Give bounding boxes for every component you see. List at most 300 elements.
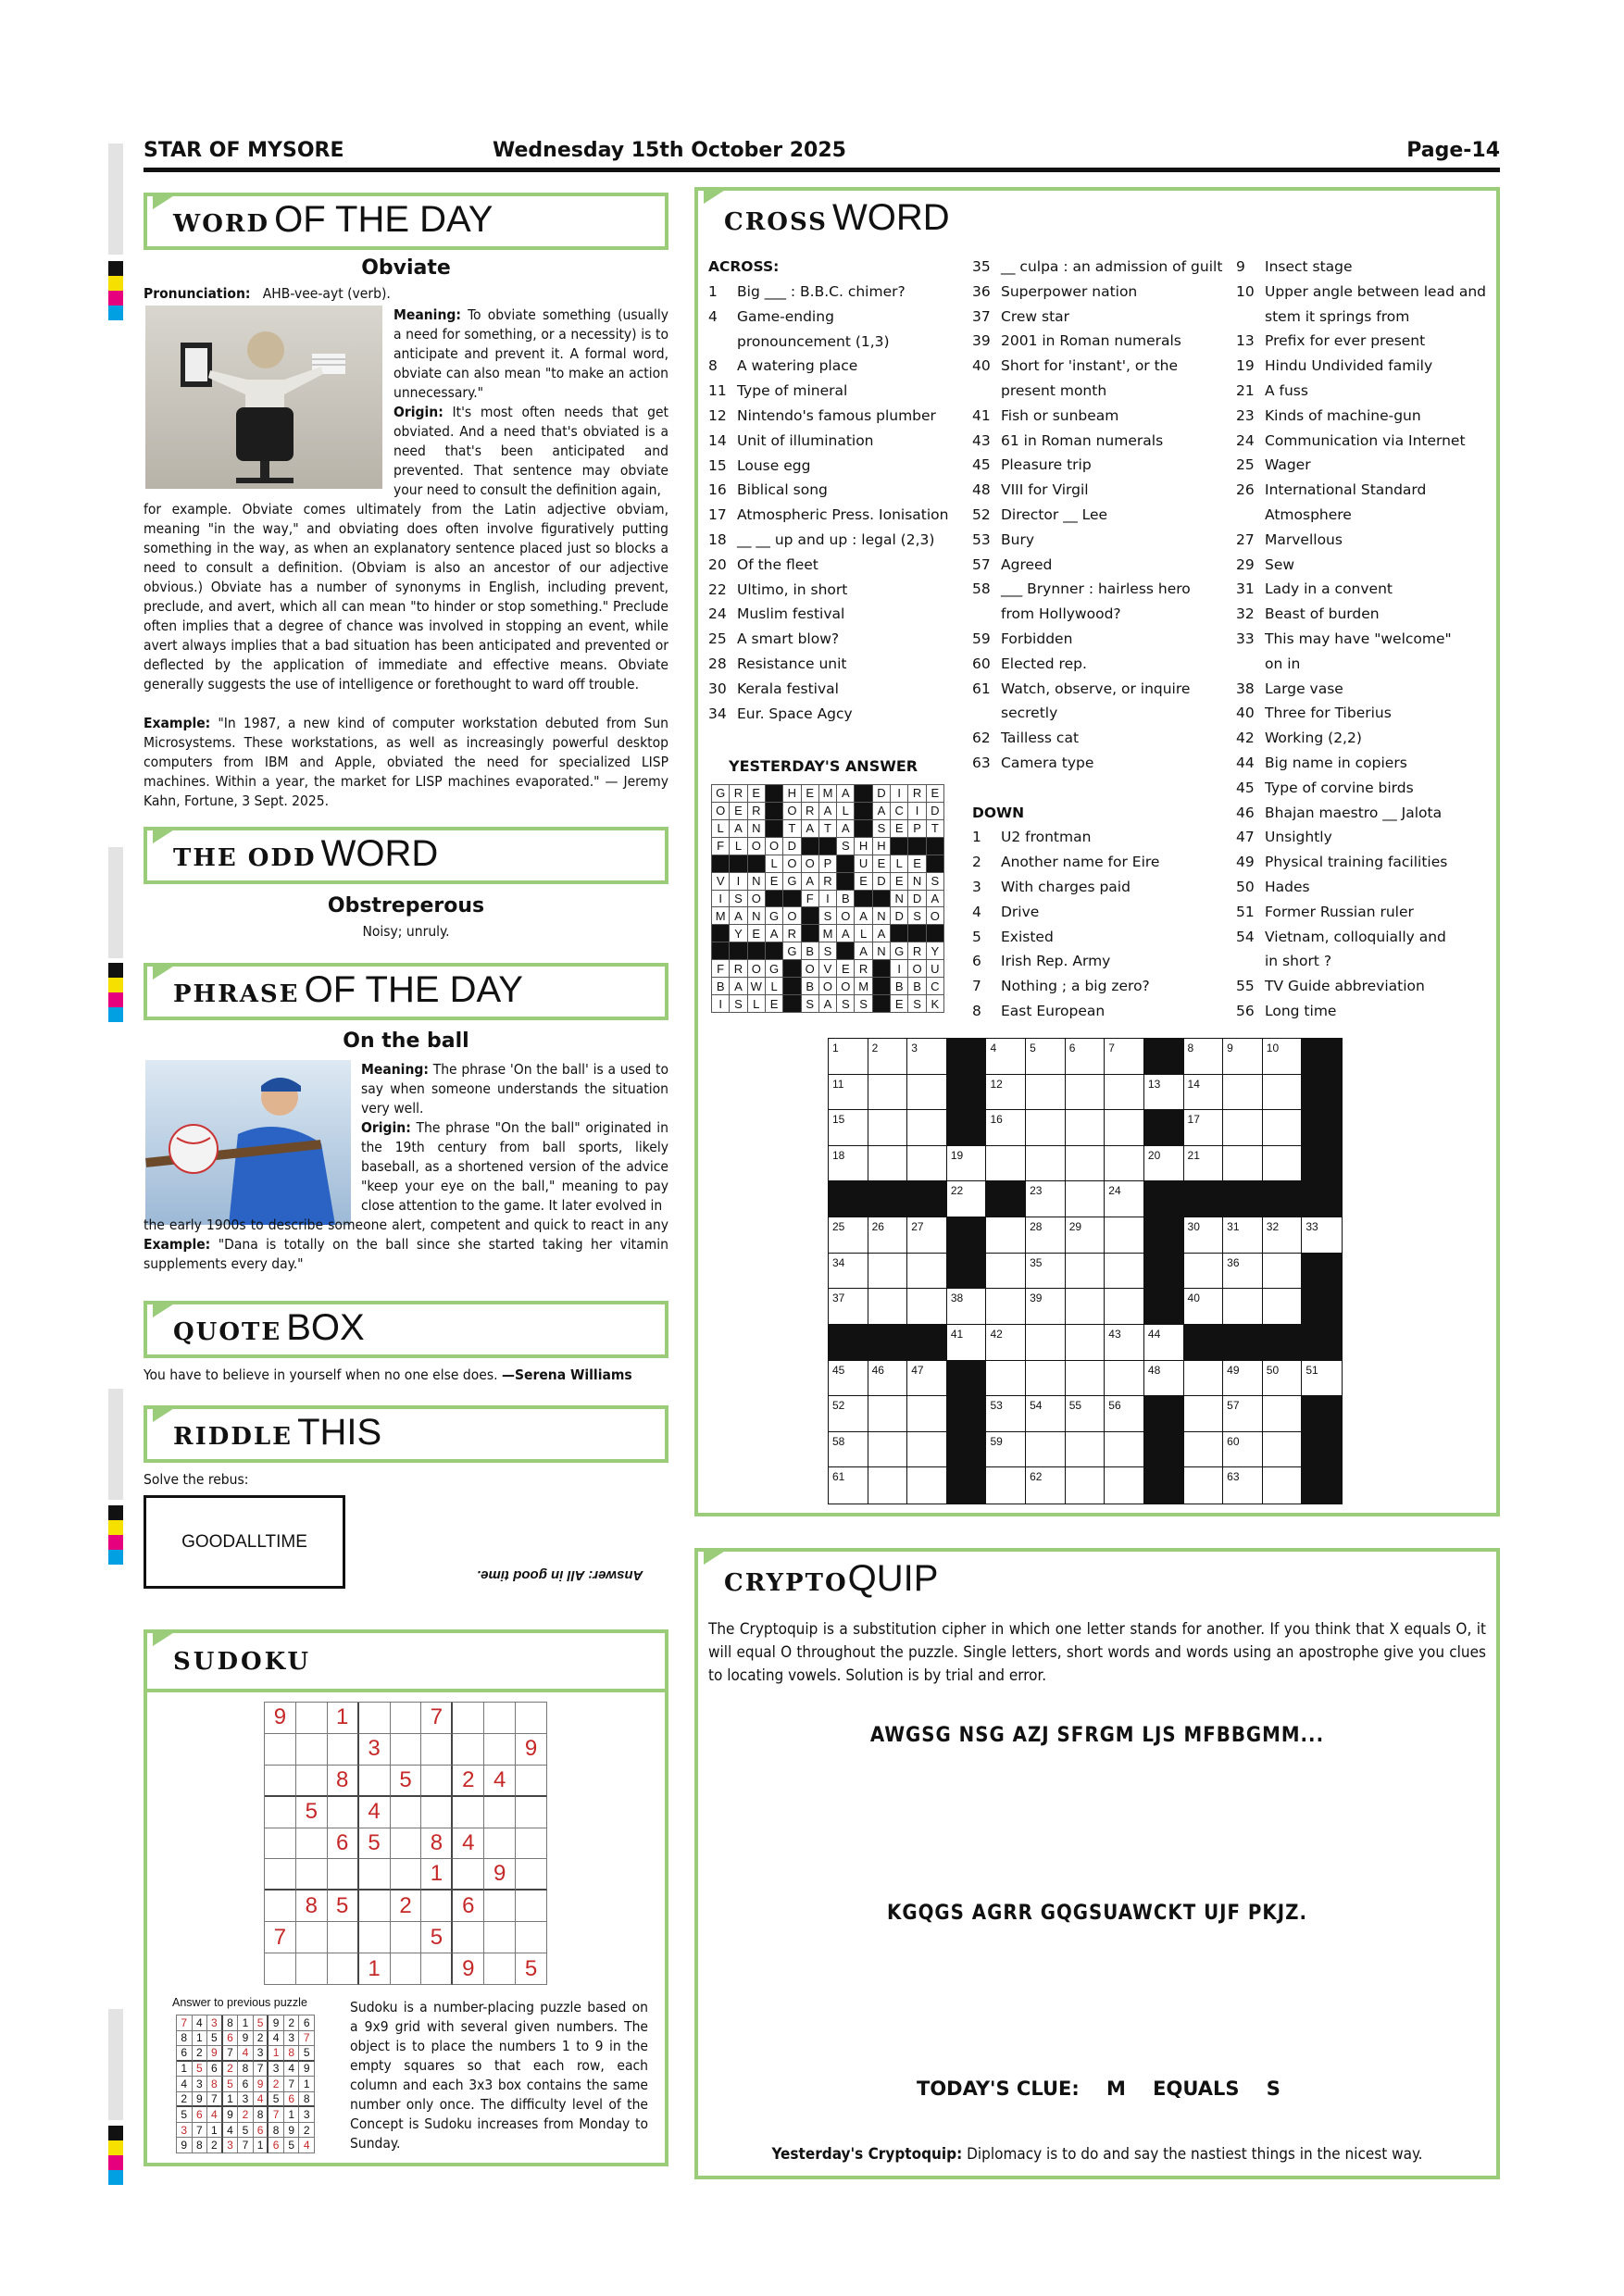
crossword-cell[interactable] bbox=[986, 1325, 1026, 1361]
crossword-cell[interactable] bbox=[1184, 1146, 1224, 1182]
sudoku-cell[interactable]: 1 bbox=[421, 1859, 453, 1890]
yesterday-cell: V bbox=[819, 960, 837, 978]
sudoku-cell[interactable]: 5 bbox=[516, 1953, 547, 1985]
clue-item: 37 Crew star bbox=[972, 307, 1070, 325]
sudoku-cell[interactable] bbox=[296, 1828, 328, 1860]
sudoku-answer-cell: 3 bbox=[269, 2062, 284, 2078]
clue-item: 18 __ __ up and up : legal (2,3) bbox=[708, 530, 935, 548]
sudoku-cell[interactable] bbox=[421, 1766, 453, 1797]
sudoku-cell[interactable]: 8 bbox=[421, 1828, 453, 1860]
crossword-cell[interactable] bbox=[1223, 1075, 1263, 1111]
crossword-cell[interactable] bbox=[1184, 1396, 1224, 1432]
sudoku-cell[interactable] bbox=[391, 1859, 422, 1890]
sudoku-cell[interactable] bbox=[391, 1797, 422, 1828]
crossword-cell[interactable] bbox=[1026, 1110, 1066, 1146]
sudoku-cell[interactable] bbox=[391, 1734, 422, 1766]
crossword-cell[interactable] bbox=[1105, 1325, 1144, 1361]
sudoku-cell[interactable]: 2 bbox=[453, 1766, 484, 1797]
sudoku-cell[interactable] bbox=[328, 1953, 359, 1985]
crossword-cell[interactable] bbox=[986, 1254, 1026, 1290]
yesterday-cell: T bbox=[927, 820, 944, 838]
sudoku-cell[interactable] bbox=[453, 1859, 484, 1890]
sudoku-answer-cell: 8 bbox=[223, 2015, 239, 2031]
sudoku-cell[interactable]: 9 bbox=[265, 1703, 296, 1734]
yesterday-cell: M bbox=[712, 907, 730, 925]
sudoku-cell[interactable] bbox=[296, 1703, 328, 1734]
yesterday-cell: B bbox=[802, 978, 819, 995]
crossword-cell[interactable] bbox=[947, 1289, 987, 1325]
sudoku-cell[interactable] bbox=[296, 1859, 328, 1890]
clue-item: 50 Hades bbox=[1236, 878, 1310, 895]
yesterday-cell bbox=[855, 891, 872, 908]
word-of-day-heading bbox=[144, 193, 668, 250]
crossword-cell[interactable] bbox=[829, 1110, 868, 1146]
sudoku-cell[interactable] bbox=[265, 1797, 296, 1828]
issue-date: Wednesday 15th October 2025 bbox=[493, 139, 846, 162]
clue-column-3 bbox=[1236, 255, 1486, 1024]
sudoku-cell[interactable] bbox=[359, 1703, 391, 1734]
crossword-cell[interactable] bbox=[1184, 1289, 1224, 1325]
sudoku-cell[interactable] bbox=[484, 1890, 516, 1922]
sudoku-cell[interactable] bbox=[484, 1828, 516, 1860]
sudoku-cell[interactable]: 6 bbox=[328, 1828, 359, 1860]
crossword-cell bbox=[1302, 1075, 1342, 1111]
crossword-cell[interactable] bbox=[1223, 1110, 1263, 1146]
yesterday-cell: H bbox=[873, 838, 891, 855]
crossword-cell[interactable] bbox=[1223, 1039, 1263, 1075]
crossword-cell[interactable] bbox=[1026, 1467, 1066, 1504]
crossword-cell[interactable] bbox=[829, 1075, 868, 1111]
sudoku-cell[interactable] bbox=[421, 1953, 453, 1985]
clue-item: 23 Kinds of machine-gun bbox=[1236, 406, 1421, 424]
page-number: Page-14 bbox=[1406, 139, 1500, 162]
crossword-cell[interactable] bbox=[1066, 1075, 1106, 1111]
sudoku-cell[interactable]: 9 bbox=[484, 1859, 516, 1890]
crossword-cell[interactable] bbox=[1223, 1289, 1263, 1325]
yesterday-cell: E bbox=[891, 873, 908, 891]
crossword-cell[interactable] bbox=[1105, 1146, 1144, 1182]
crossword-cell[interactable] bbox=[1026, 1254, 1066, 1290]
yesterday-cell: A bbox=[837, 785, 855, 803]
clue-item: 4 Game-ending bbox=[708, 307, 834, 325]
crossword-cell[interactable] bbox=[1026, 1432, 1066, 1468]
word-of-day-pronunciation: Pronunciation: AHB-vee-ayt (verb). bbox=[144, 285, 391, 302]
yesterday-cell: O bbox=[783, 907, 801, 925]
crossword-cell[interactable] bbox=[1263, 1396, 1303, 1432]
crossword-cell[interactable] bbox=[829, 1039, 868, 1075]
crossword-cell[interactable] bbox=[1144, 1361, 1184, 1397]
clue-column-2 bbox=[972, 255, 1222, 1024]
sudoku-cell[interactable] bbox=[453, 1922, 484, 1953]
crossword-cell[interactable] bbox=[1263, 1361, 1303, 1397]
crossword-cell[interactable] bbox=[1263, 1075, 1303, 1111]
crossword-cell[interactable] bbox=[1066, 1432, 1106, 1468]
crossword-cell[interactable] bbox=[1184, 1254, 1224, 1290]
yesterday-cell: S bbox=[927, 873, 944, 891]
sudoku-grid[interactable] bbox=[264, 1702, 547, 1985]
crossword-cell[interactable] bbox=[1105, 1039, 1144, 1075]
crossword-cell[interactable] bbox=[868, 1289, 908, 1325]
sudoku-cell[interactable]: 3 bbox=[359, 1734, 391, 1766]
crossword-cell[interactable] bbox=[1144, 1075, 1184, 1111]
sudoku-cell[interactable] bbox=[328, 1922, 359, 1953]
sudoku-cell[interactable]: 8 bbox=[328, 1766, 359, 1797]
crossword-cell[interactable] bbox=[1026, 1217, 1066, 1254]
crossword-cell[interactable] bbox=[868, 1361, 908, 1397]
sudoku-description: Sudoku is a number-placing puzzle based on a 9x9 grid with several given numbers. The object is to place the numbers 1 to 9 in the empty squares so that each row, each column and each 3x3 box contains the same number only once. The difficulty level of the Concept is Sudoku increases from Monday to Sunday. bbox=[350, 1999, 648, 2152]
clue-number: 4 bbox=[990, 1042, 997, 1054]
yesterday-cell: O bbox=[819, 978, 837, 995]
sudoku-cell[interactable]: 5 bbox=[359, 1828, 391, 1860]
sudoku-cell[interactable] bbox=[484, 1953, 516, 1985]
sudoku-cell[interactable] bbox=[359, 1859, 391, 1890]
sudoku-cell[interactable] bbox=[391, 1953, 422, 1985]
sudoku-cell[interactable] bbox=[421, 1797, 453, 1828]
riddle-prompt: Solve the rebus: bbox=[144, 1471, 249, 1488]
sudoku-cell[interactable] bbox=[516, 1828, 547, 1860]
registration-strip bbox=[108, 2009, 123, 2120]
yesterday-cell: O bbox=[748, 960, 766, 978]
crossword-cell[interactable] bbox=[986, 1146, 1026, 1182]
sudoku-answer-cell: 3 bbox=[207, 2015, 223, 2031]
crossword-cell[interactable] bbox=[986, 1110, 1026, 1146]
yesterday-cell: S bbox=[908, 907, 926, 925]
sudoku-cell[interactable] bbox=[516, 1797, 547, 1828]
yesterday-cell: T bbox=[783, 820, 801, 838]
yesterday-cell: S bbox=[837, 838, 855, 855]
crossword-cell[interactable] bbox=[986, 1075, 1026, 1111]
crossword-cell[interactable] bbox=[907, 1289, 947, 1325]
sudoku-cell[interactable] bbox=[421, 1734, 453, 1766]
clue-number: 41 bbox=[950, 1327, 964, 1341]
crossword-cell[interactable] bbox=[1263, 1146, 1303, 1182]
crossword-cell[interactable] bbox=[1263, 1217, 1303, 1254]
yesterday-cell: R bbox=[748, 803, 766, 820]
crossword-cell bbox=[829, 1325, 868, 1361]
yesterday-cell: S bbox=[802, 995, 819, 1013]
crossword-cell[interactable] bbox=[1105, 1217, 1144, 1254]
sudoku-cell[interactable] bbox=[265, 1859, 296, 1890]
yesterday-cell: O bbox=[908, 960, 926, 978]
clue-number: 56 bbox=[1108, 1399, 1121, 1413]
crossword-cell[interactable] bbox=[1263, 1254, 1303, 1290]
crossword-cell[interactable] bbox=[907, 1361, 947, 1397]
yesterday-cell bbox=[766, 785, 783, 803]
sudoku-cell[interactable] bbox=[359, 1922, 391, 1953]
crossword-cell[interactable] bbox=[1144, 1146, 1184, 1182]
clue-number: 9 bbox=[1227, 1042, 1233, 1054]
sudoku-cell[interactable] bbox=[391, 1703, 422, 1734]
sudoku-cell[interactable] bbox=[328, 1734, 359, 1766]
sudoku-cell[interactable] bbox=[484, 1797, 516, 1828]
crossword-cell[interactable] bbox=[986, 1361, 1026, 1397]
yesterday-cell: E bbox=[873, 855, 891, 873]
sudoku-cell[interactable] bbox=[296, 1922, 328, 1953]
crossword-cell[interactable] bbox=[1105, 1289, 1144, 1325]
sudoku-cell[interactable] bbox=[296, 1953, 328, 1985]
crossword-cell[interactable] bbox=[829, 1467, 868, 1504]
clue-number: 18 bbox=[832, 1148, 845, 1162]
crossword-cell[interactable] bbox=[1302, 1361, 1342, 1397]
crossword-cell[interactable] bbox=[1184, 1361, 1224, 1397]
crossword-cell[interactable] bbox=[868, 1075, 908, 1111]
crossword-cell[interactable] bbox=[907, 1110, 947, 1146]
crossword-cell[interactable] bbox=[1223, 1467, 1263, 1504]
yesterday-cell: B bbox=[802, 942, 819, 960]
crossword-cell[interactable] bbox=[907, 1146, 947, 1182]
clue-item: 38 Large vase bbox=[1236, 680, 1343, 697]
crossword-cell[interactable] bbox=[1066, 1039, 1106, 1075]
sudoku-cell[interactable]: 6 bbox=[453, 1890, 484, 1922]
crossword-cell[interactable] bbox=[907, 1217, 947, 1254]
crossword-cell[interactable] bbox=[1223, 1432, 1263, 1468]
clue-item: 29 Sew bbox=[1236, 555, 1295, 573]
sudoku-cell[interactable] bbox=[265, 1953, 296, 1985]
clue-item: 5 Existed bbox=[972, 928, 1054, 945]
crossword-cell[interactable] bbox=[986, 1432, 1026, 1468]
sudoku-cell[interactable] bbox=[516, 1859, 547, 1890]
crossword-cell[interactable] bbox=[868, 1254, 908, 1290]
crossword-cell[interactable] bbox=[1026, 1289, 1066, 1325]
yesterday-cell: N bbox=[748, 873, 766, 891]
sudoku-cell[interactable] bbox=[453, 1703, 484, 1734]
crossword-cell[interactable] bbox=[1105, 1467, 1144, 1504]
crossword-cell[interactable] bbox=[907, 1075, 947, 1111]
clue-item: 63 Camera type bbox=[972, 754, 1094, 771]
clue-item: 45 Type of corvine birds bbox=[1236, 779, 1414, 796]
crossword-cell[interactable] bbox=[829, 1146, 868, 1182]
sudoku-cell[interactable] bbox=[421, 1890, 453, 1922]
crossword-cell bbox=[947, 1039, 987, 1075]
yesterday-cell: O bbox=[802, 855, 819, 873]
sudoku-cell[interactable]: 5 bbox=[391, 1766, 422, 1797]
crossword-cell[interactable] bbox=[1026, 1325, 1066, 1361]
crossword-cell[interactable] bbox=[1223, 1361, 1263, 1397]
clue-number: 39 bbox=[1030, 1292, 1043, 1305]
sudoku-cell[interactable] bbox=[328, 1797, 359, 1828]
crossword-cell[interactable] bbox=[1105, 1361, 1144, 1397]
crossword-cell[interactable] bbox=[868, 1396, 908, 1432]
crossword-cell[interactable] bbox=[829, 1217, 868, 1254]
crossword-cell[interactable] bbox=[986, 1039, 1026, 1075]
clue-item: 6 Irish Rep. Army bbox=[972, 953, 1111, 970]
sudoku-cell[interactable] bbox=[484, 1922, 516, 1953]
crossword-cell[interactable] bbox=[947, 1181, 987, 1217]
sudoku-cell[interactable] bbox=[265, 1766, 296, 1797]
crossword-cell[interactable] bbox=[1026, 1361, 1066, 1397]
crossword-cell[interactable] bbox=[1066, 1396, 1106, 1432]
crossword-grid[interactable] bbox=[829, 1039, 1342, 1504]
crossword-cell[interactable] bbox=[1184, 1110, 1224, 1146]
crossword-cell[interactable] bbox=[1066, 1181, 1106, 1217]
crossword-cell[interactable] bbox=[1263, 1110, 1303, 1146]
sudoku-cell[interactable]: 4 bbox=[453, 1828, 484, 1860]
sudoku-answer-cell: 6 bbox=[284, 2092, 300, 2108]
crossword-cell[interactable] bbox=[1184, 1217, 1224, 1254]
sudoku-cell[interactable]: 5 bbox=[421, 1922, 453, 1953]
crossword-cell[interactable] bbox=[868, 1432, 908, 1468]
sudoku-cell[interactable] bbox=[453, 1797, 484, 1828]
sudoku-cell[interactable] bbox=[453, 1734, 484, 1766]
sudoku-cell[interactable] bbox=[328, 1859, 359, 1890]
crossword-cell[interactable] bbox=[1184, 1467, 1224, 1504]
clue-item: 49 Physical training facilities bbox=[1236, 854, 1448, 871]
section-title: CROSS WORD bbox=[724, 197, 950, 238]
crossword-cell[interactable] bbox=[1105, 1254, 1144, 1290]
sudoku-cell[interactable]: 4 bbox=[484, 1766, 516, 1797]
sudoku-cell[interactable]: 7 bbox=[265, 1922, 296, 1953]
sudoku-cell[interactable]: 9 bbox=[453, 1953, 484, 1985]
sudoku-cell[interactable] bbox=[265, 1734, 296, 1766]
sudoku-answer-cell: 5 bbox=[269, 2092, 284, 2108]
crossword-cell[interactable] bbox=[907, 1432, 947, 1468]
crossword-cell[interactable] bbox=[829, 1289, 868, 1325]
crossword-cell[interactable] bbox=[986, 1289, 1026, 1325]
crossword-cell[interactable] bbox=[986, 1217, 1026, 1254]
sudoku-cell[interactable] bbox=[484, 1734, 516, 1766]
crossword-cell[interactable] bbox=[947, 1146, 987, 1182]
crossword-cell[interactable] bbox=[868, 1039, 908, 1075]
registration-strip bbox=[108, 1389, 123, 1500]
sudoku-cell[interactable]: 5 bbox=[328, 1890, 359, 1922]
sudoku-cell[interactable] bbox=[359, 1890, 391, 1922]
phrase-meaning: Meaning: The phrase 'On the ball' is a used to say when someone understands the situation very well. bbox=[361, 1061, 668, 1117]
crossword-cell[interactable] bbox=[829, 1361, 868, 1397]
crossword-cell[interactable] bbox=[1066, 1146, 1106, 1182]
crossword-cell[interactable] bbox=[986, 1467, 1026, 1504]
yesterday-cell: R bbox=[908, 942, 926, 960]
crossword-cell[interactable] bbox=[1263, 1039, 1303, 1075]
crossword-cell[interactable] bbox=[868, 1467, 908, 1504]
crossword-cell[interactable] bbox=[907, 1254, 947, 1290]
crossword-cell bbox=[1302, 1254, 1342, 1290]
yesterday-cell bbox=[766, 803, 783, 820]
crossword-cell[interactable] bbox=[1223, 1396, 1263, 1432]
phrase-origin-rest: the early 1900s to describe someone alert, competent and quick to react in any bbox=[144, 1217, 668, 1233]
sudoku-cell[interactable] bbox=[391, 1828, 422, 1860]
yesterday-cell bbox=[783, 891, 801, 908]
crossword-cell[interactable] bbox=[1066, 1289, 1106, 1325]
crossword-cell bbox=[1144, 1039, 1184, 1075]
word-of-day-illustration bbox=[145, 306, 382, 489]
crossword-cell[interactable] bbox=[868, 1110, 908, 1146]
sudoku-cell[interactable]: 2 bbox=[391, 1890, 422, 1922]
crossword-cell[interactable] bbox=[1026, 1039, 1066, 1075]
crossword-cell[interactable] bbox=[907, 1467, 947, 1504]
yesterday-cell: O bbox=[712, 803, 730, 820]
sudoku-cell[interactable] bbox=[296, 1766, 328, 1797]
sudoku-cell[interactable] bbox=[516, 1703, 547, 1734]
quote-text: You have to believe in yourself when no one else does. —Serena Williams bbox=[144, 1366, 632, 1383]
sudoku-cell[interactable] bbox=[359, 1766, 391, 1797]
crossword-cell[interactable] bbox=[1223, 1217, 1263, 1254]
crossword-cell[interactable] bbox=[1066, 1325, 1106, 1361]
sudoku-answer-cell: 8 bbox=[269, 2123, 284, 2139]
yesterday-cell bbox=[802, 925, 819, 942]
crossword-cell[interactable] bbox=[1026, 1075, 1066, 1111]
crossword-cell[interactable] bbox=[1026, 1181, 1066, 1217]
crossword-cell[interactable] bbox=[1026, 1396, 1066, 1432]
yesterday-cell: N bbox=[748, 907, 766, 925]
crossword-cell[interactable] bbox=[1066, 1110, 1106, 1146]
crossword-cell[interactable] bbox=[1223, 1146, 1263, 1182]
sudoku-answer-cell: 1 bbox=[207, 2123, 223, 2139]
clue-item: 13 Prefix for ever present bbox=[1236, 332, 1426, 350]
crossword-cell[interactable] bbox=[1184, 1039, 1224, 1075]
crossword-cell[interactable] bbox=[1263, 1432, 1303, 1468]
sudoku-cell[interactable] bbox=[296, 1734, 328, 1766]
sudoku-cell[interactable] bbox=[391, 1922, 422, 1953]
yesterday-cell: O bbox=[927, 907, 944, 925]
sudoku-answer-cell: 1 bbox=[223, 2092, 239, 2108]
crossword-cell[interactable] bbox=[907, 1039, 947, 1075]
sudoku-cell[interactable]: 7 bbox=[421, 1703, 453, 1734]
crossword-cell[interactable] bbox=[1066, 1254, 1106, 1290]
crossword-cell[interactable] bbox=[1105, 1110, 1144, 1146]
yesterday-cell: C bbox=[891, 803, 908, 820]
crossword-cell[interactable] bbox=[1105, 1396, 1144, 1432]
sudoku-cell[interactable]: 4 bbox=[359, 1797, 391, 1828]
yesterday-cell: E bbox=[766, 995, 783, 1013]
crossword-cell[interactable] bbox=[1105, 1075, 1144, 1111]
crossword-cell[interactable] bbox=[829, 1254, 868, 1290]
sudoku-cell[interactable] bbox=[265, 1890, 296, 1922]
crossword-cell[interactable] bbox=[829, 1396, 868, 1432]
crossword-cell[interactable] bbox=[1302, 1217, 1342, 1254]
crossword-cell[interactable] bbox=[1223, 1254, 1263, 1290]
sudoku-cell[interactable]: 8 bbox=[296, 1890, 328, 1922]
yesterday-cell: F bbox=[802, 891, 819, 908]
crossword-cell[interactable] bbox=[907, 1396, 947, 1432]
sudoku-cell[interactable]: 1 bbox=[328, 1703, 359, 1734]
crossword-cell[interactable] bbox=[1184, 1432, 1224, 1468]
crossword-cell[interactable] bbox=[829, 1432, 868, 1468]
sudoku-cell[interactable] bbox=[265, 1828, 296, 1860]
sudoku-cell[interactable]: 9 bbox=[516, 1734, 547, 1766]
crossword-cell[interactable] bbox=[1184, 1075, 1224, 1111]
crossword-cell[interactable] bbox=[1263, 1289, 1303, 1325]
sudoku-answer-cell: 6 bbox=[223, 2031, 239, 2047]
color-swatch bbox=[108, 261, 123, 276]
crossword-cell bbox=[1144, 1467, 1184, 1504]
sudoku-cell[interactable] bbox=[484, 1703, 516, 1734]
yesterday-cell bbox=[837, 873, 855, 891]
sudoku-answer-cell: 7 bbox=[269, 2107, 284, 2123]
clue-item: 19 Hindu Undivided family bbox=[1236, 357, 1433, 375]
crossword-cell bbox=[1302, 1396, 1342, 1432]
sudoku-cell[interactable] bbox=[516, 1890, 547, 1922]
clue-number: 14 bbox=[1187, 1077, 1200, 1091]
crossword-cell[interactable] bbox=[1066, 1217, 1106, 1254]
crossword-cell[interactable] bbox=[868, 1217, 908, 1254]
crossword-cell[interactable] bbox=[1263, 1467, 1303, 1504]
sudoku-cell[interactable] bbox=[516, 1766, 547, 1797]
crossword-cell[interactable] bbox=[1105, 1181, 1144, 1217]
crossword-cell[interactable] bbox=[1026, 1146, 1066, 1182]
crossword-cell[interactable] bbox=[1066, 1361, 1106, 1397]
crossword-cell[interactable] bbox=[1066, 1467, 1106, 1504]
crossword-cell[interactable] bbox=[1105, 1432, 1144, 1468]
crossword-cell[interactable] bbox=[1144, 1325, 1184, 1361]
crossword-cell[interactable] bbox=[947, 1325, 987, 1361]
yesterday-cell: I bbox=[908, 803, 926, 820]
sudoku-cell[interactable] bbox=[516, 1922, 547, 1953]
crossword-cell[interactable] bbox=[986, 1396, 1026, 1432]
yesterday-cell: L bbox=[855, 925, 872, 942]
crossword-cell[interactable] bbox=[868, 1146, 908, 1182]
sudoku-cell[interactable]: 5 bbox=[296, 1797, 328, 1828]
sudoku-cell[interactable]: 1 bbox=[359, 1953, 391, 1985]
